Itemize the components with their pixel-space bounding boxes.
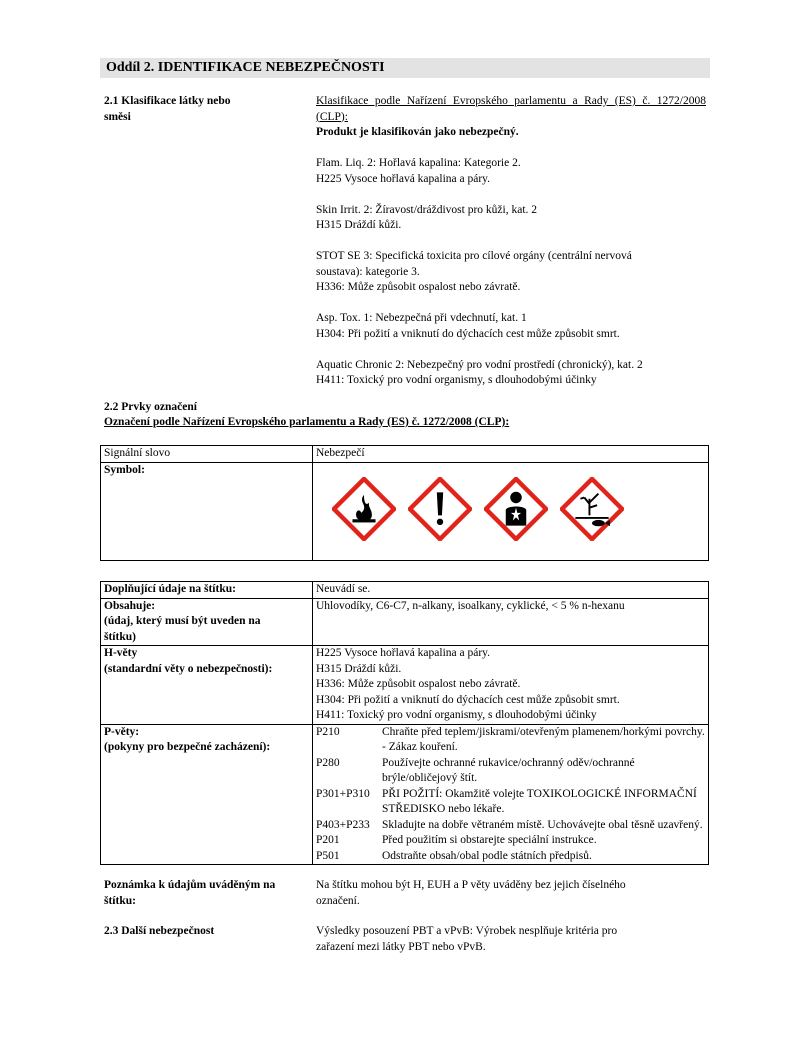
signal-word-label: Signální slovo bbox=[101, 446, 313, 463]
section-header bbox=[100, 58, 710, 78]
classification-reference: Klasifikace podle Nařízení Evropského parlamentu a Rady (ES) č. 1272/2008 (CLP): bbox=[316, 95, 706, 123]
p-statement: P210 Chraňte před teplem/jiskrami/otevřeným plamenem/horkými povrchy. - Zákaz kouření. bbox=[316, 725, 705, 753]
h-statement: H225 Vysoce hořlavá kapalina a páry. bbox=[316, 647, 491, 659]
hazard-class: Asp. Tox. 1: Nebezpečná při vdechnutí, kat. 1 bbox=[316, 312, 527, 324]
p-statement: P280 Používejte ochranné rukavice/ochranný oděv/ochranné brýle/obličejový štít. bbox=[316, 756, 635, 784]
s23-value: Výsledky posouzení PBT a vPvB: Výrobek nesplňuje kritéria pro zařazení mezi látky PBT nebo vPvB. bbox=[316, 925, 618, 953]
flame-icon bbox=[332, 477, 396, 541]
s21-content bbox=[316, 94, 706, 389]
pictogram-cell bbox=[313, 462, 709, 560]
s21-label: 2.1 Klasifikace látky nebo směsi bbox=[104, 95, 231, 123]
hazard-statement: H411: Toxický pro vodní organismy, s dlouhodobými účinky bbox=[316, 374, 597, 386]
h-statement: H315 Dráždí kůži. bbox=[316, 662, 402, 675]
hazard-statement: H304: Při požití a vniknutí do dýchacích cest může způsobit smrt. bbox=[316, 327, 620, 340]
hazard-statement: H225 Vysoce hořlavá kapalina a páry. bbox=[316, 172, 491, 185]
p-statements-label: P-věty: (pokyny pro bezpečné zacházení): bbox=[101, 724, 313, 865]
s22-subtitle: Označení podle Nařízení Evropského parlamentu a Rady (ES) č. 1272/2008 (CLP): bbox=[104, 416, 510, 428]
h-statement: H336: Může způsobit ospalost nebo závratě. bbox=[316, 678, 521, 690]
signal-table bbox=[100, 445, 709, 561]
hazard-class: Flam. Liq. 2: Hořlavá kapalina: Kategorie 2. bbox=[316, 157, 521, 169]
classified-statement: Produkt je klasifikován jako nebezpečný. bbox=[316, 126, 519, 138]
exclamation-icon bbox=[408, 477, 472, 541]
section-title: Oddíl 2. IDENTIFIKACE NEBEZPEČNOSTI bbox=[106, 60, 385, 75]
p-statement: P301+P310 PŘI POŽITÍ: Okamžitě volejte TOXIKOLOGICKÉ INFORMAČNÍ STŘEDISKO nebo lékaře. bbox=[316, 787, 697, 815]
supplementary-label: Doplňující údaje na štítku: bbox=[101, 582, 313, 599]
symbol-label: Symbol: bbox=[101, 462, 313, 560]
hazard-statement: H315 Dráždí kůži. bbox=[316, 219, 402, 231]
note-value: Na štítku mohou být H, EUH a P věty uváděny bez jejich číselného označení. bbox=[316, 879, 626, 907]
p-statement: P201 Před použitím si obstarejte speciální instrukce. bbox=[316, 834, 597, 846]
p-statements-list bbox=[313, 724, 709, 865]
health-hazard-icon bbox=[484, 477, 548, 541]
contains-label: Obsahuje: (údaj, který musí být uveden na štítku) bbox=[101, 598, 313, 646]
hazard-class: Skin Irrit. 2: Žíravost/dráždivost pro kůži, kat. 2 bbox=[316, 203, 538, 216]
signal-word-value: Nebezpečí bbox=[313, 446, 709, 463]
hazard-class: Aquatic Chronic 2: Nebezpečný pro vodní prostředí (chronický), kat. 2 bbox=[316, 358, 643, 371]
supplementary-value: Neuvádí se. bbox=[313, 582, 709, 599]
hazard-class: STOT SE 3: Specifická toxicita pro cílové orgány (centrální nervová soustava): kategorie 3. bbox=[316, 250, 632, 278]
s23-label: 2.3 Další nebezpečnost bbox=[104, 925, 215, 937]
h-statements-label: H-věty (standardní věty o nebezpečnosti): bbox=[101, 646, 313, 725]
p-statement: P403+P233 Skladujte na dobře větraném místě. Uchovávejte obal těsně uzavřený. bbox=[316, 818, 703, 831]
note-label: Poznámka k údajům uváděným na štítku: bbox=[104, 879, 276, 907]
contains-value: Uhlovodíky, C6-C7, n-alkany, isoalkany, cyklické, < 5 % n-hexanu bbox=[313, 598, 709, 646]
p-statement: P501 Odstraňte obsah/obal podle státních předpisů. bbox=[316, 849, 592, 862]
environment-icon bbox=[560, 477, 624, 541]
s22-label: 2.2 Prvky označení bbox=[104, 401, 197, 413]
hazard-statement: H336: Může způsobit ospalost nebo závratě. bbox=[316, 281, 521, 293]
pictogram-row bbox=[332, 477, 705, 541]
h-statements-list bbox=[313, 646, 709, 725]
label-info-table bbox=[100, 581, 709, 865]
h-statement: H411: Toxický pro vodní organismy, s dlouhodobými účinky bbox=[316, 709, 597, 721]
h-statement: H304: Při požití a vniknutí do dýchacích cest může způsobit smrt. bbox=[316, 693, 620, 706]
